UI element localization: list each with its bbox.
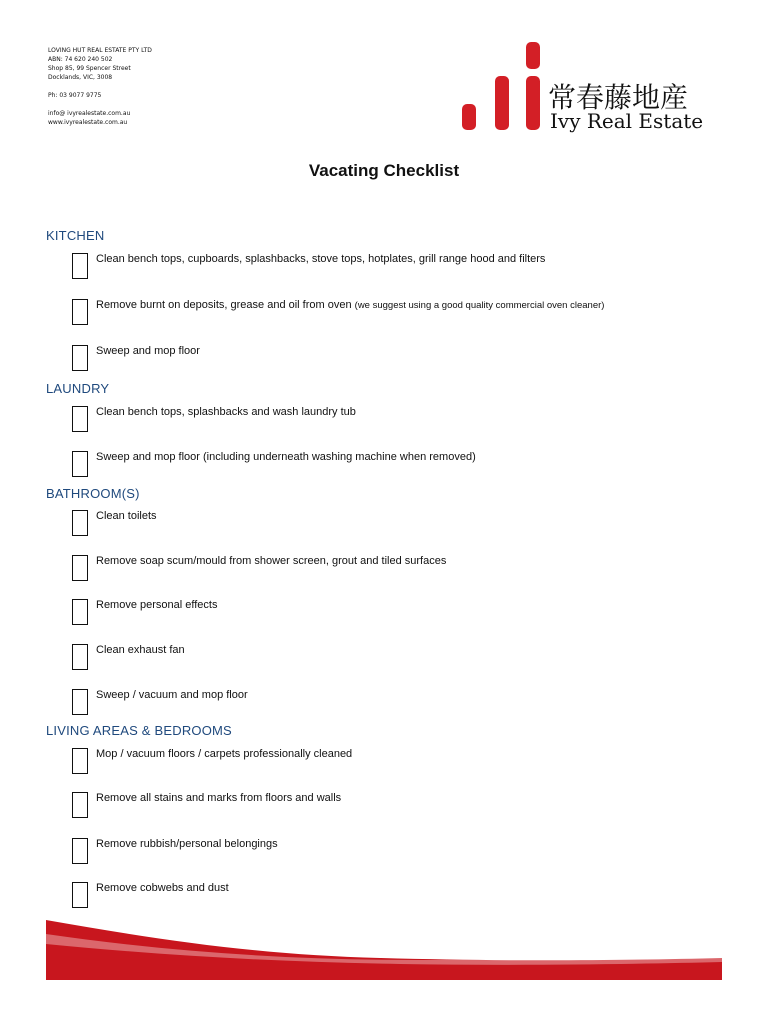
company-details	[48, 46, 152, 127]
checkbox[interactable]	[72, 555, 88, 581]
checkbox[interactable]	[72, 406, 88, 432]
company-phone: Ph: 03 9077 9775	[48, 92, 102, 99]
logo-chinese-name: 常春藤地産	[548, 81, 689, 114]
logo-bar-1	[462, 104, 476, 130]
checklist-item-label: Remove rubbish/personal belongings	[96, 838, 278, 850]
section-heading-kitchen: KITCHEN	[46, 228, 105, 243]
logo-english-name: Ivy Real Estate	[550, 109, 704, 133]
checkbox[interactable]	[72, 299, 88, 325]
page-title: Vacating Checklist	[308, 161, 460, 180]
checklist-item-label: Sweep and mop floor	[96, 345, 200, 357]
checkbox[interactable]	[72, 792, 88, 818]
checklist-item-label: Remove burnt on deposits, grease and oil from oven (we suggest using a good quality commercial oven cleaner)	[96, 299, 605, 311]
checklist-item-label: Clean bench tops, cupboards, splashbacks, stove tops, hotplates, grill range hood and filters	[96, 253, 546, 265]
checklist-item-label: Remove personal effects	[96, 599, 218, 611]
logo-bar-4	[526, 76, 540, 130]
checklist-item-label: Remove soap scum/mould from shower screen, grout and tiled surfaces	[96, 555, 447, 567]
logo-bar-3	[526, 42, 540, 69]
section-heading-bathrooms: BATHROOM(S)	[46, 486, 140, 501]
checklist-item-label: Mop / vacuum floors / carpets professionally cleaned	[96, 748, 353, 760]
section-heading-laundry: LAUNDRY	[46, 381, 110, 396]
company-name: LOVING HUT REAL ESTATE PTY LTD	[48, 47, 152, 54]
company-website: www.ivyrealestate.com.au	[48, 119, 128, 126]
checklist-item-label: Clean toilets	[96, 510, 157, 522]
checklist-item-label: Remove all stains and marks from floors and walls	[96, 792, 342, 804]
section-heading-living-areas: LIVING AREAS & BEDROOMS	[46, 723, 232, 738]
checklist-item-label: Remove cobwebs and dust	[96, 882, 229, 894]
checklist-item-label: Clean exhaust fan	[96, 644, 185, 656]
checkbox[interactable]	[72, 748, 88, 774]
checkbox[interactable]	[72, 253, 88, 279]
checkbox[interactable]	[72, 644, 88, 670]
checkbox[interactable]	[72, 838, 88, 864]
checklist-item-label: Clean bench tops, splashbacks and wash laundry tub	[96, 406, 356, 418]
checklist-item-label: Sweep / vacuum and mop floor	[96, 689, 248, 701]
checklist-item-label: Sweep and mop floor (including underneath washing machine when removed)	[96, 451, 476, 463]
checkbox[interactable]	[72, 689, 88, 715]
checklist-item-note: (we suggest using a good quality commercial oven cleaner)	[354, 300, 605, 311]
footer-wave	[0, 900, 768, 990]
company-address-line-1: Shop 85, 99 Spencer Street	[48, 65, 131, 72]
checkbox[interactable]	[72, 345, 88, 371]
checkbox[interactable]	[72, 451, 88, 477]
checkbox[interactable]	[72, 510, 88, 536]
logo-bar-2	[495, 76, 509, 130]
checkbox[interactable]	[72, 599, 88, 625]
company-email: info@ ivyrealestate.com.au	[48, 110, 131, 117]
company-address-line-2: Docklands, VIC, 3008	[48, 74, 113, 81]
company-abn: ABN: 74 620 240 502	[48, 56, 113, 63]
